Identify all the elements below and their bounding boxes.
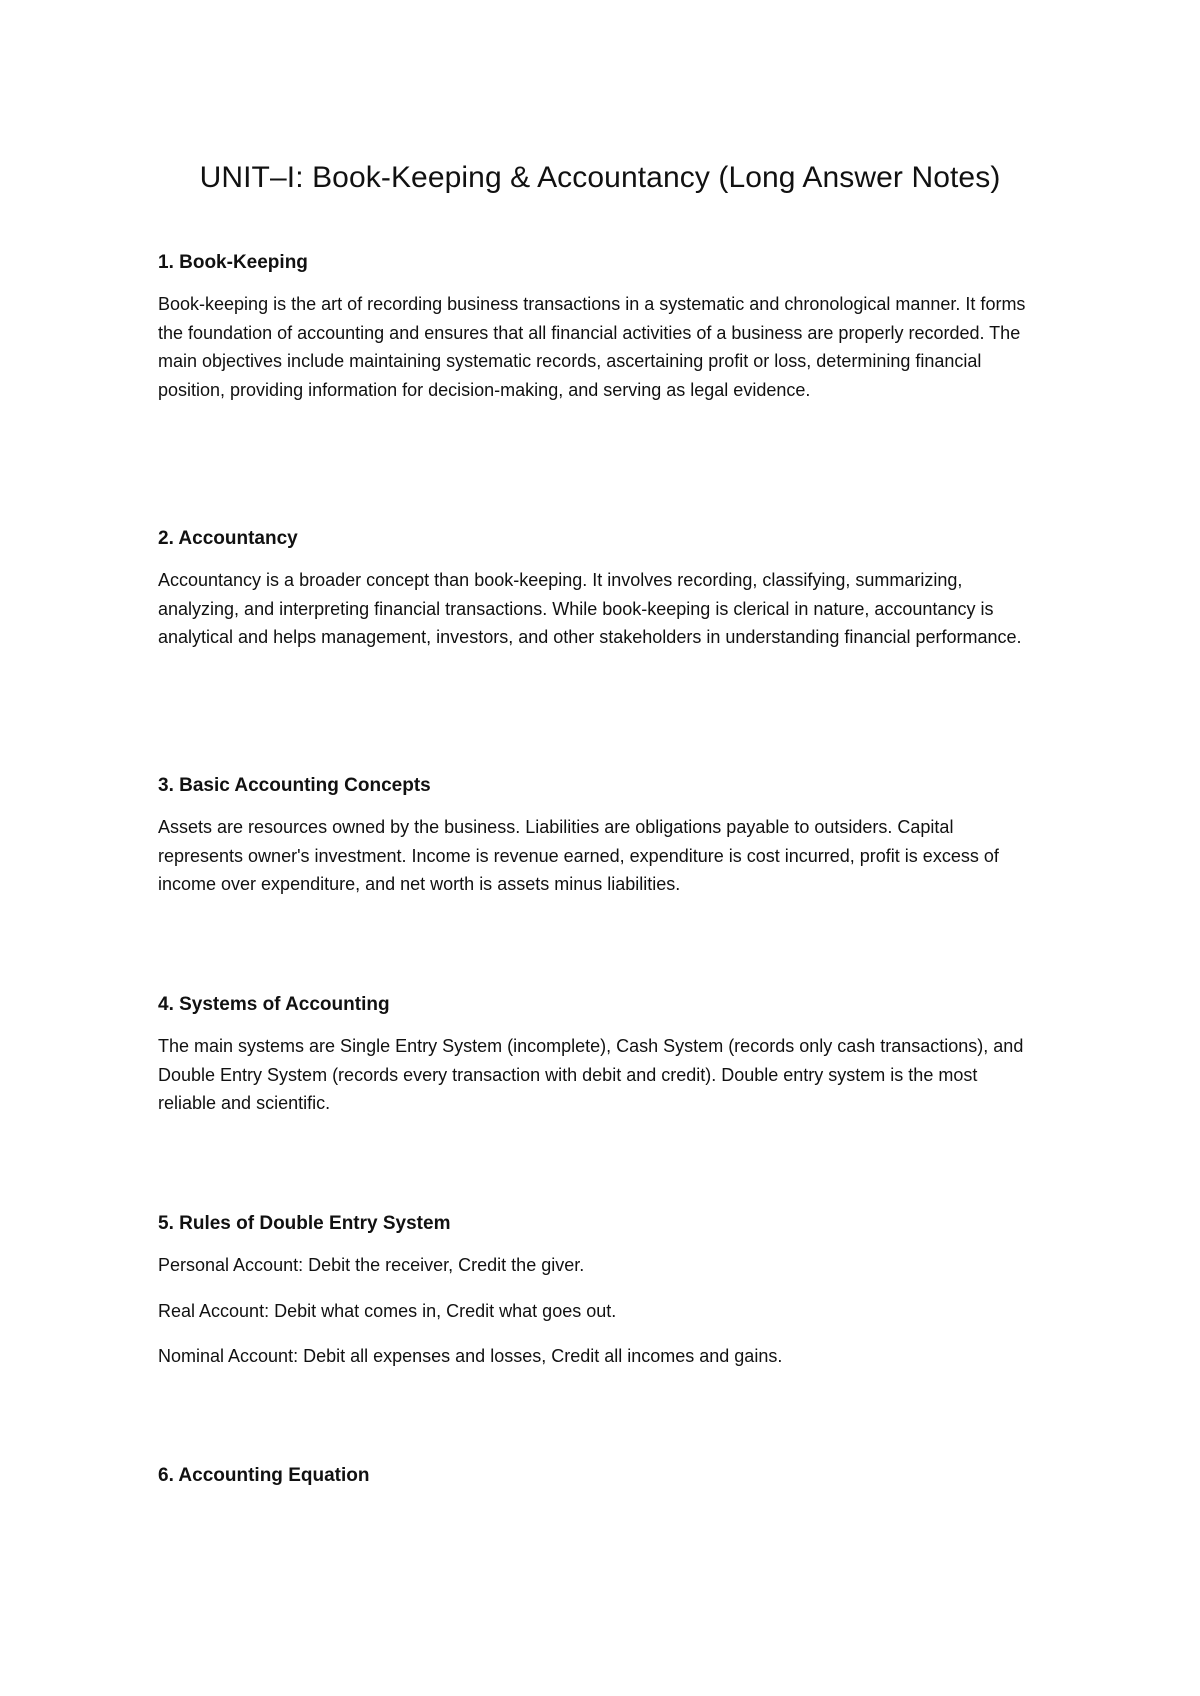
section-heading: 3. Basic Accounting Concepts (158, 775, 431, 796)
section-heading: 4. Systems of Accounting (158, 994, 390, 1015)
section-paragraph: Accountancy is a broader concept than book-keeping. It involves recording, classifying, summarizing, analyzing, and interpreting financial transactions. While book-keeping is clerical in nature, accountancy is analytical and helps management, investors, and other stakeholders in understanding financial performance. (158, 570, 1022, 647)
section-systems-of-accounting (158, 992, 1038, 1118)
section-heading: 2. Accountancy (158, 528, 298, 549)
section-rules-of-double-entry (158, 1211, 1038, 1371)
rule-real-account: Real Account: Debit what comes in, Credit what goes out. (158, 1300, 617, 1321)
document-title: UNIT–I: Book-Keeping & Accountancy (Long Answer Notes) (199, 161, 1001, 194)
section-paragraph: Book-keeping is the art of recording business transactions in a systematic and chronological manner. It forms the foundation of accounting and ensures that all financial activities of a business are properly recorded. The main objectives include maintaining systematic records, ascertaining profit or loss, determining financial position, providing information for decision-making, and serving as legal evidence. (158, 294, 1026, 400)
section-accounting-equation (158, 1463, 1038, 1489)
section-heading: 5. Rules of Double Entry System (158, 1213, 451, 1234)
section-basic-accounting-concepts (158, 773, 1038, 899)
section-heading: 6. Accounting Equation (158, 1465, 370, 1486)
section-accountancy (158, 526, 1038, 652)
section-paragraph: The main systems are Single Entry System (incomplete), Cash System (records only cash transactions), and Double Entry System (records every transaction with debit and credit). Double entry system is the most reliable and scientific. (158, 1036, 1024, 1113)
section-paragraph: Assets are resources owned by the business. Liabilities are obligations payable to outsiders. Capital represents owner's investment. Income is revenue earned, expenditure is cost incurred, profit is excess of income over expenditure, and net worth is assets minus liabilities. (158, 817, 999, 894)
rule-nominal-account: Nominal Account: Debit all expenses and losses, Credit all incomes and gains. (158, 1346, 783, 1366)
section-heading: 1. Book-Keeping (158, 252, 308, 273)
section-book-keeping (158, 250, 1038, 404)
rule-personal-account: Personal Account: Debit the receiver, Credit the giver. (158, 1255, 585, 1275)
